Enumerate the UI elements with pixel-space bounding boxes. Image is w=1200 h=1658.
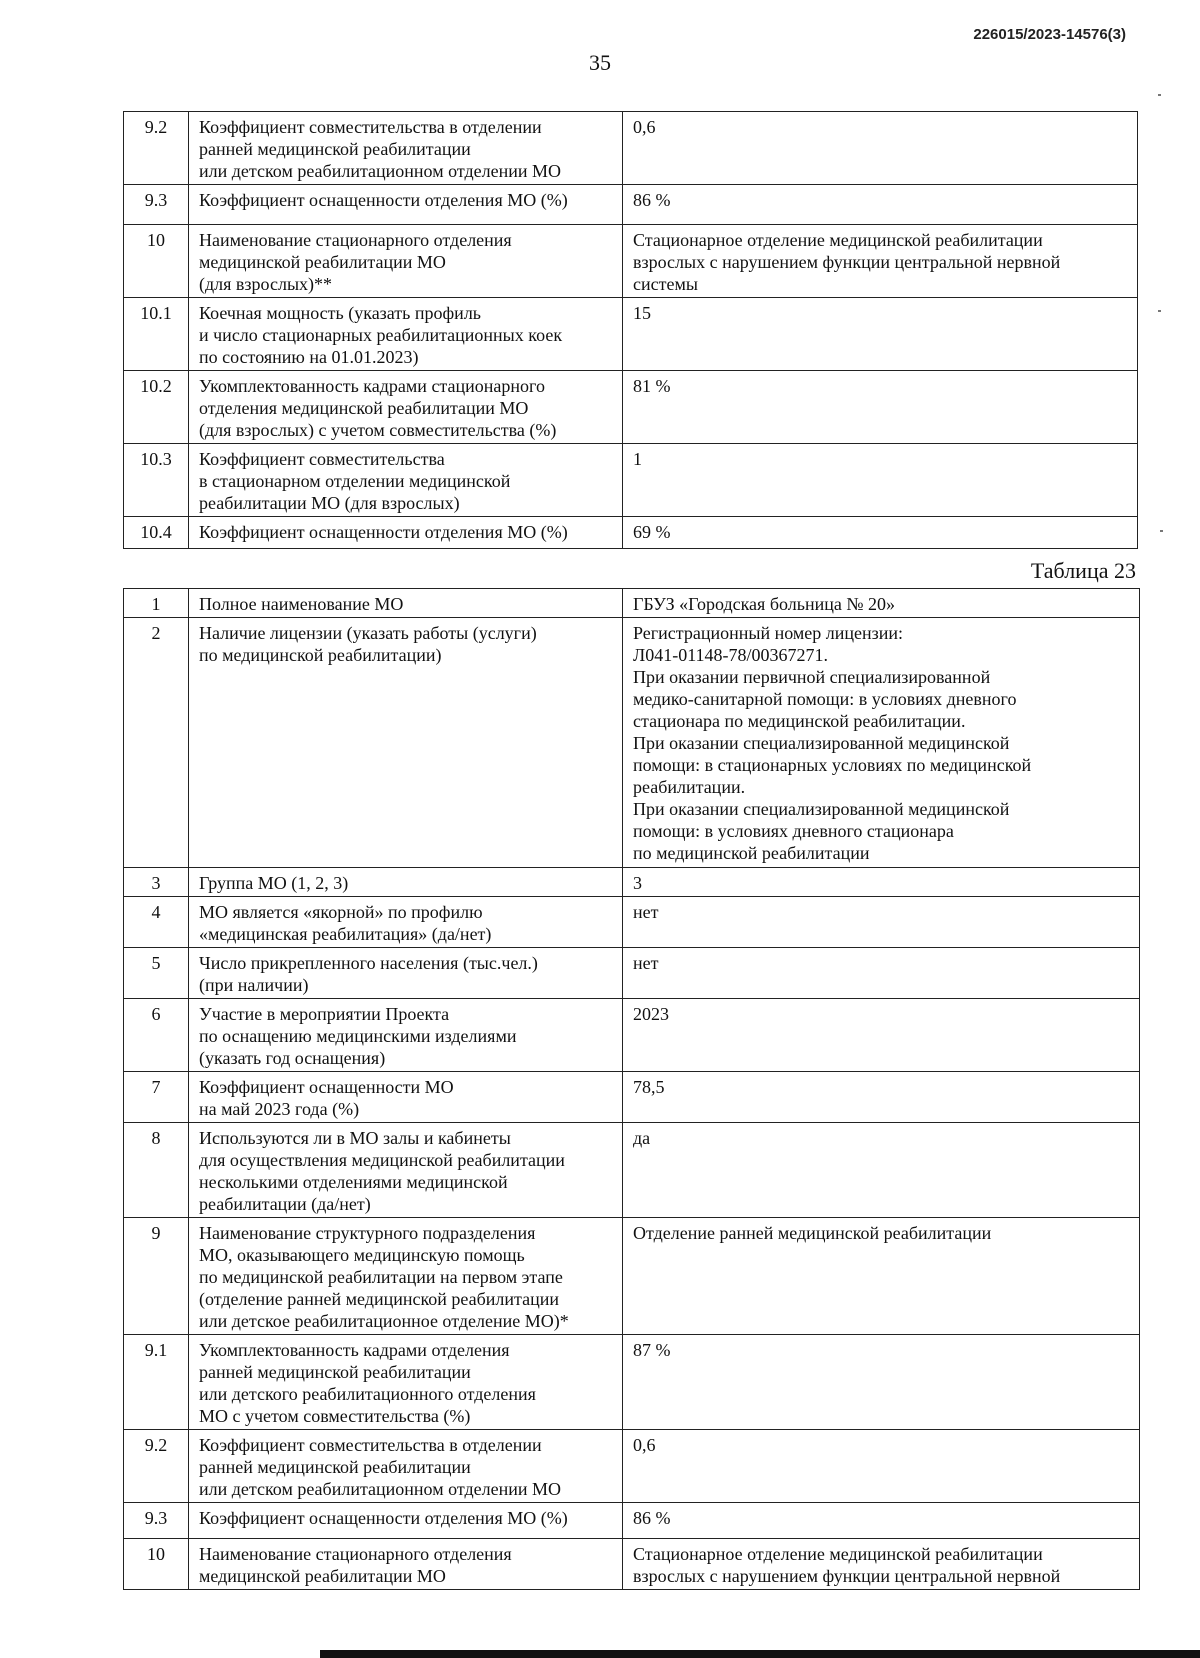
table-23 xyxy=(123,588,1140,1590)
scan-mark xyxy=(1160,530,1163,532)
table-row xyxy=(124,948,1140,999)
row-label: Коэффициент совместительства в отделении ранней медицинской реабилитации или детском реабилитационном отделении МО xyxy=(189,1430,623,1503)
row-number: 6 xyxy=(124,999,189,1072)
row-number: 10.2 xyxy=(124,371,189,444)
table-caption: Таблица 23 xyxy=(1030,558,1136,583)
table-row xyxy=(124,371,1138,444)
row-label: Коэффициент оснащенности отделения МО (%) xyxy=(189,185,623,225)
row-value: 2023 xyxy=(623,999,1140,1072)
row-label: Наименование стационарного отделения медицинской реабилитации МО (для взрослых)** xyxy=(189,225,623,298)
row-value: 78,5 xyxy=(623,1072,1140,1123)
row-number: 10 xyxy=(124,1539,189,1590)
row-label: Используются ли в МО залы и кабинеты для осуществления медицинской реабилитации несколькими отделениями медицинской реабилитации (да/нет) xyxy=(189,1123,623,1218)
row-label: Коэффициент совместительства в отделении ранней медицинской реабилитации или детском реабилитационном отделении МО xyxy=(189,112,623,185)
row-value: 1 xyxy=(623,444,1138,517)
row-label: Участие в мероприятии Проекта по оснащению медицинскими изделиями (указать год оснащения) xyxy=(189,999,623,1072)
row-value: да xyxy=(623,1123,1140,1218)
row-label: Коэффициент оснащенности отделения МО (%) xyxy=(189,517,623,549)
row-value: Регистрационный номер лицензии: Л041-01148-78/00367271. При оказании первичной специализированной медико-санитарной помощи: в условиях дневного стационара по медицинской реабилитации. При оказании специализированной медицинской помощи: в стационарных условиях по медицинской реабилитации. При оказании специализированной медицинской помощи: в условиях дневного стационара по медицинской реабилитации xyxy=(623,618,1140,868)
row-label: Укомплектованность кадрами стационарного отделения медицинской реабилитации МО (для взрослых) с учетом совместительства (%) xyxy=(189,371,623,444)
table-row xyxy=(124,1218,1140,1335)
row-label: Наименование стационарного отделения медицинской реабилитации МО xyxy=(189,1539,623,1590)
row-label: Полное наименование МО xyxy=(189,589,623,618)
table-row xyxy=(124,112,1138,185)
row-value: 86 % xyxy=(623,1503,1140,1539)
row-value: 87 % xyxy=(623,1335,1140,1430)
row-label: МО является «якорной» по профилю «медицинская реабилитация» (да/нет) xyxy=(189,897,623,948)
table-row xyxy=(124,589,1140,618)
row-number: 3 xyxy=(124,868,189,897)
row-label: Группа МО (1, 2, 3) xyxy=(189,868,623,897)
row-label: Коечная мощность (указать профиль и число стационарных реабилитационных коек по состоянию на 01.01.2023) xyxy=(189,298,623,371)
scan-mark xyxy=(1158,310,1161,312)
row-number: 9 xyxy=(124,1218,189,1335)
row-value: 0,6 xyxy=(623,112,1138,185)
table-row xyxy=(124,1430,1140,1503)
row-value: 81 % xyxy=(623,371,1138,444)
row-value: 0,6 xyxy=(623,1430,1140,1503)
table-row xyxy=(124,868,1140,897)
table-row xyxy=(124,1539,1140,1590)
table-row xyxy=(124,1335,1140,1430)
row-number: 10.4 xyxy=(124,517,189,549)
row-value: 86 % xyxy=(623,185,1138,225)
table-row xyxy=(124,225,1138,298)
row-label: Наименование структурного подразделения МО, оказывающего медицинскую помощь по медицинской реабилитации на первом этапе (отделение ранней медицинской реабилитации или детское реабилитационное отделение МО)* xyxy=(189,1218,623,1335)
continued-table xyxy=(123,111,1138,549)
document-number: 226015/2023-14576(3) xyxy=(973,26,1126,43)
row-label: Коэффициент совместительства в стационарном отделении медицинской реабилитации МО (для взрослых) xyxy=(189,444,623,517)
row-number: 10 xyxy=(124,225,189,298)
row-number: 4 xyxy=(124,897,189,948)
table-row xyxy=(124,298,1138,371)
table-row xyxy=(124,1123,1140,1218)
row-value: Стационарное отделение медицинской реабилитации взрослых с нарушением функции центральной нервной системы xyxy=(623,225,1138,298)
row-number: 10.3 xyxy=(124,444,189,517)
row-number: 8 xyxy=(124,1123,189,1218)
table-row xyxy=(124,444,1138,517)
table-row xyxy=(124,618,1140,868)
page-number: 35 xyxy=(589,50,611,75)
table-row xyxy=(124,1503,1140,1539)
row-number: 7 xyxy=(124,1072,189,1123)
row-value: Стационарное отделение медицинской реабилитации взрослых с нарушением функции центральной нервной xyxy=(623,1539,1140,1590)
row-number: 9.3 xyxy=(124,185,189,225)
row-number: 9.3 xyxy=(124,1503,189,1539)
row-number: 9.1 xyxy=(124,1335,189,1430)
table-row xyxy=(124,517,1138,549)
row-label: Укомплектованность кадрами отделения ранней медицинской реабилитации или детского реабилитационного отделения МО с учетом совместительства (%) xyxy=(189,1335,623,1430)
row-value: нет xyxy=(623,948,1140,999)
table-row xyxy=(124,1072,1140,1123)
row-value: 69 % xyxy=(623,517,1138,549)
table-row xyxy=(124,999,1140,1072)
row-value: 3 xyxy=(623,868,1140,897)
row-number: 10.1 xyxy=(124,298,189,371)
row-label: Наличие лицензии (указать работы (услуги) по медицинской реабилитации) xyxy=(189,618,623,868)
row-number: 2 xyxy=(124,618,189,868)
row-value: 15 xyxy=(623,298,1138,371)
scan-edge-rule xyxy=(320,1650,1200,1658)
row-value: Отделение ранней медицинской реабилитации xyxy=(623,1218,1140,1335)
table-row xyxy=(124,185,1138,225)
row-label: Коэффициент оснащенности МО на май 2023 года (%) xyxy=(189,1072,623,1123)
scan-mark xyxy=(1158,94,1161,96)
row-value: ГБУЗ «Городская больница № 20» xyxy=(623,589,1140,618)
row-label: Число прикрепленного населения (тыс.чел.) (при наличии) xyxy=(189,948,623,999)
row-number: 9.2 xyxy=(124,1430,189,1503)
row-number: 5 xyxy=(124,948,189,999)
row-number: 9.2 xyxy=(124,112,189,185)
row-value: нет xyxy=(623,897,1140,948)
row-label: Коэффициент оснащенности отделения МО (%) xyxy=(189,1503,623,1539)
table-row xyxy=(124,897,1140,948)
row-number: 1 xyxy=(124,589,189,618)
